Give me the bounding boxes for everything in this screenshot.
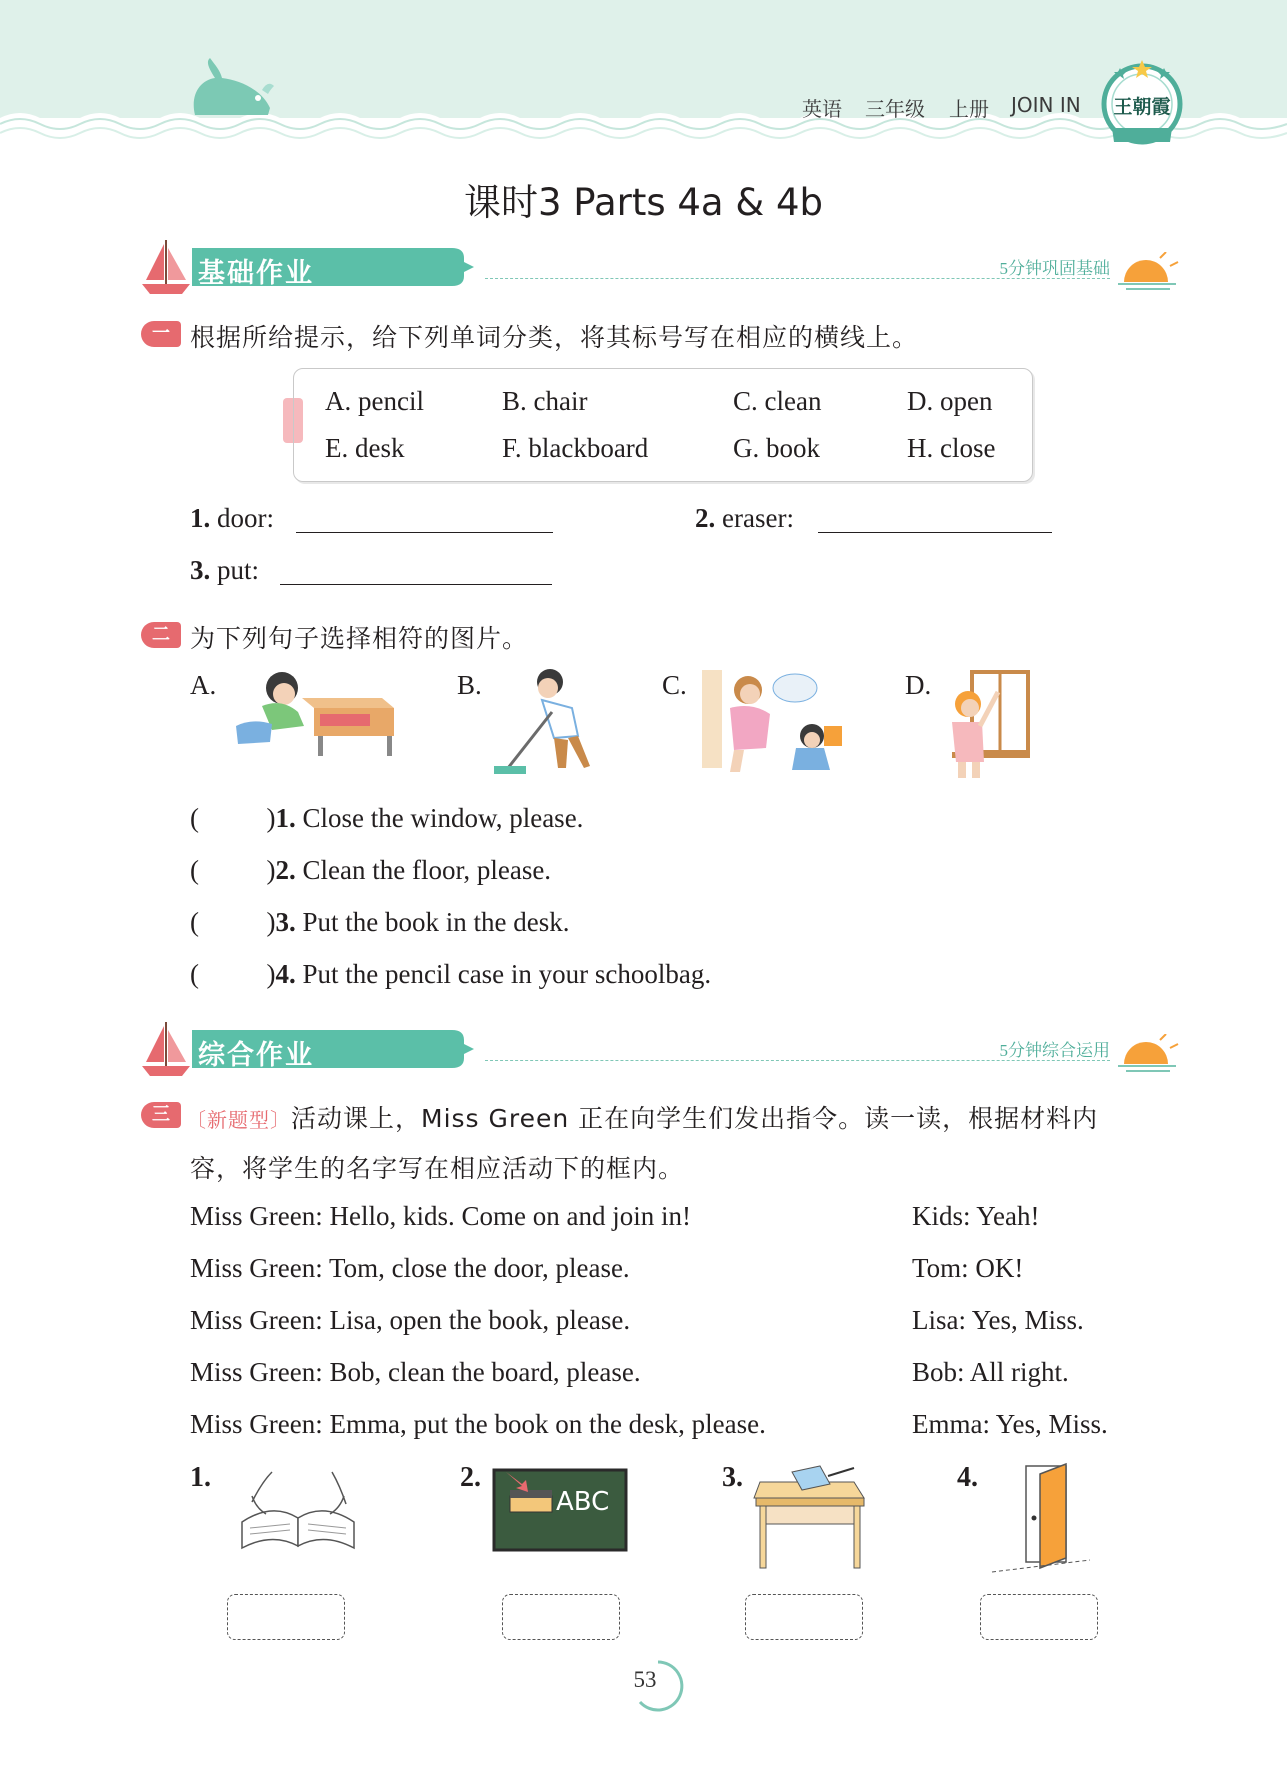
header-grade: 三年级 xyxy=(865,97,925,121)
page-number: 53 xyxy=(633,1667,657,1692)
question-2-prompt: 为下列句子选择相符的图片。 xyxy=(190,624,529,653)
board-text: ABC xyxy=(556,1487,610,1517)
picture-label-d: D. xyxy=(905,670,932,700)
answer-line-1[interactable] xyxy=(296,532,553,533)
woman-children-illustration xyxy=(700,668,845,773)
sentence-number: 4. xyxy=(275,959,296,989)
new-type-tag: 〔新题型〕 xyxy=(186,1108,291,1132)
item-number: 2. xyxy=(695,503,716,533)
dialogue-teacher-line: Miss Green: Tom, close the door, please. xyxy=(190,1253,630,1283)
question-3-prompt xyxy=(186,1099,1098,1135)
sentence-text: Put the pencil case in your schoolbag. xyxy=(295,959,712,989)
answer-box-2[interactable] xyxy=(502,1594,620,1640)
fill-item-2 xyxy=(695,503,794,534)
item-text: door: xyxy=(210,503,274,533)
sentence-row-1 xyxy=(190,803,583,834)
header-volume: 上册 xyxy=(949,97,989,121)
item-number: 3. xyxy=(190,555,211,585)
question-badge-2: 二 xyxy=(141,622,181,648)
boy-mopping-illustration xyxy=(492,668,602,783)
picture-label-c: C. xyxy=(662,670,687,700)
sunrise-icon xyxy=(1114,1034,1180,1074)
sentence-number: 2. xyxy=(275,855,296,885)
boy-desk-illustration xyxy=(232,668,397,758)
page-title: 课时3 Parts 4a & 4b xyxy=(464,181,823,224)
question-1-prompt: 根据所给提示，给下列单词分类，将其标号写在相应的横线上。 xyxy=(190,323,919,352)
answer-line-3[interactable] xyxy=(280,584,552,585)
girl-window-illustration xyxy=(942,668,1032,780)
sentence-row-3 xyxy=(190,907,569,938)
item-text: eraser: xyxy=(715,503,794,533)
sentence-text: Put the book in the desk. xyxy=(295,907,570,937)
sentence-text: Close the window, please. xyxy=(295,803,584,833)
answer-line-2[interactable] xyxy=(818,532,1052,533)
fill-item-1 xyxy=(190,503,274,534)
answer-box-3[interactable] xyxy=(745,1594,863,1640)
picture-label-b: B. xyxy=(457,670,482,700)
dialogue-student-line: Bob: All right. xyxy=(912,1357,1069,1387)
header-subject: 英语 xyxy=(802,97,842,121)
activity-number-1: 1. xyxy=(190,1462,211,1493)
header-wave-band xyxy=(0,0,1287,150)
section-label: 基础作业 xyxy=(198,258,314,289)
blackboard-illustration xyxy=(492,1462,629,1554)
answer-parens[interactable]: ( ) xyxy=(190,803,276,833)
answer-parens[interactable]: ( ) xyxy=(190,959,276,989)
sentence-number: 1. xyxy=(275,803,296,833)
sentence-text: Clean the floor, please. xyxy=(295,855,552,885)
fill-item-3 xyxy=(190,555,259,586)
question-3-prompt-line1: 活动课上，Miss Green 正在向学生们发出指令。读一读，根据材料内 xyxy=(291,1104,1099,1133)
item-text: put: xyxy=(210,555,260,585)
sentence-row-4 xyxy=(190,959,711,990)
answer-parens[interactable]: ( ) xyxy=(190,907,276,937)
open-book-illustration xyxy=(232,1462,367,1552)
answer-box-1[interactable] xyxy=(227,1594,345,1640)
dialogue-teacher-line: Miss Green: Bob, clean the board, please. xyxy=(190,1357,641,1387)
brand-logo xyxy=(1100,58,1184,150)
item-number: 1. xyxy=(190,503,211,533)
dialogue-student-line: Tom: OK! xyxy=(912,1253,1024,1283)
answer-box-4[interactable] xyxy=(980,1594,1098,1640)
question-badge-1: 一 xyxy=(141,321,181,347)
desk-book-illustration xyxy=(750,1462,870,1572)
word-option: E. desk xyxy=(325,433,405,463)
question-badge-3: 三 xyxy=(141,1102,181,1128)
dialogue-teacher-line: Miss Green: Lisa, open the book, please. xyxy=(190,1305,631,1335)
word-option: F. blackboard xyxy=(502,433,649,463)
sunrise-icon xyxy=(1114,252,1180,292)
word-option: G. book xyxy=(733,433,820,463)
section-hint: 5分钟巩固基础 xyxy=(999,259,1110,278)
word-option: C. clean xyxy=(733,386,822,416)
dialogue-student-line: Lisa: Yes, Miss. xyxy=(912,1305,1084,1335)
word-option: A. pencil xyxy=(325,386,424,416)
logo-text: 王朝霞 xyxy=(1113,97,1171,118)
activity-number-3: 3. xyxy=(722,1462,743,1493)
dialogue-teacher-line: Miss Green: Emma, put the book on the desk, please. xyxy=(190,1409,766,1439)
sailboat-icon xyxy=(140,238,192,298)
word-option: H. close xyxy=(907,433,996,463)
header-series: JOIN IN xyxy=(1011,93,1081,117)
dialogue-teacher-line: Miss Green: Hello, kids. Come on and join in! xyxy=(190,1201,691,1231)
section-label: 综合作业 xyxy=(198,1040,314,1071)
activity-number-2: 2. xyxy=(460,1462,481,1493)
section-hint: 5分钟综合运用 xyxy=(999,1041,1110,1060)
picture-label-a: A. xyxy=(190,670,217,700)
sentence-number: 3. xyxy=(275,907,296,937)
activity-number-4: 4. xyxy=(957,1462,978,1493)
sailboat-icon xyxy=(140,1020,192,1080)
door-illustration xyxy=(990,1462,1100,1574)
sentence-row-2 xyxy=(190,855,551,886)
dialogue-student-line: Kids: Yeah! xyxy=(912,1201,1040,1231)
question-3-prompt-line2: 容，将学生的名字写在相应活动下的框内。 xyxy=(190,1154,685,1183)
section-header-comprehensive xyxy=(140,1020,1180,1080)
section-header-basic xyxy=(140,238,1180,298)
word-option: B. chair xyxy=(502,386,588,416)
word-option: D. open xyxy=(907,386,993,416)
dialogue-student-line: Emma: Yes, Miss. xyxy=(912,1409,1108,1439)
answer-parens[interactable]: ( ) xyxy=(190,855,276,885)
